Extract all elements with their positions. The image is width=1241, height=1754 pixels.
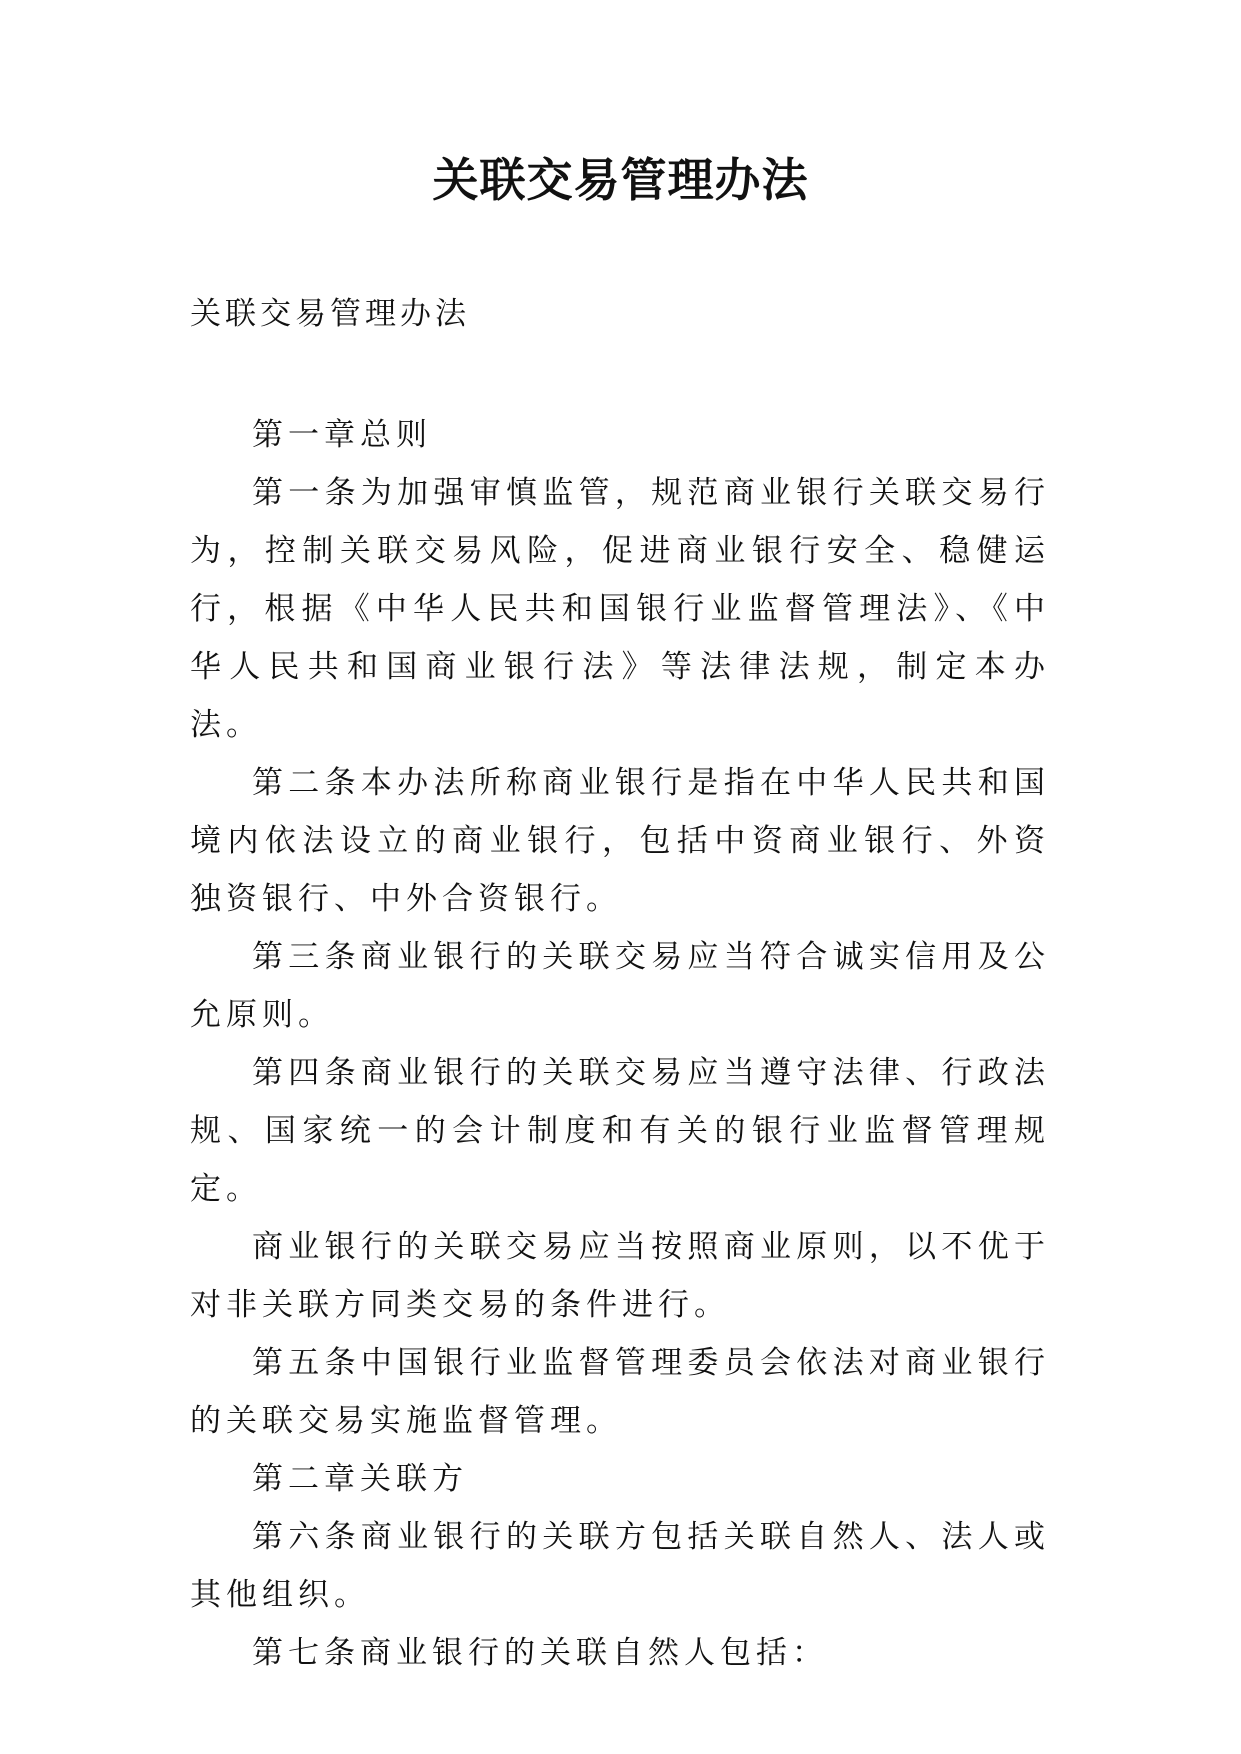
article-paragraph: 第一条为加强审慎监管，规范商业银行关联交易行为，控制关联交易风险，促进商业银行安全、稳健运行，根据《中华人民共和国银行业监督管理法》、《中华人民共和国商业银行法》等法律法规，制定本办法。 (190, 475, 1050, 743)
article-paragraph: 第七条商业银行的关联自然人包括： (252, 1635, 828, 1671)
chapter-heading: 第二章关联方 (252, 1461, 468, 1497)
article-paragraph: 第五条中国银行业监督管理委员会依法对商业银行的关联交易实施监督管理。 (190, 1345, 1050, 1439)
article-paragraph: 第四条商业银行的关联交易应当遵守法律、行政法规、国家统一的会计制度和有关的银行业监督管理规定。 (190, 1055, 1050, 1207)
article-paragraph: 第三条商业银行的关联交易应当符合诚实信用及公允原则。 (190, 939, 1050, 1033)
chapter-heading: 第一章总则 (252, 417, 432, 453)
article-paragraph: 第二条本办法所称商业银行是指在中华人民共和国境内依法设立的商业银行，包括中资商业银行、外资独资银行、中外合资银行。 (190, 765, 1050, 917)
document-body (190, 406, 1050, 1682)
article-paragraph: 第六条商业银行的关联方包括关联自然人、法人或其他组织。 (190, 1519, 1050, 1613)
article-paragraph: 商业银行的关联交易应当按照商业原则，以不优于对非关联方同类交易的条件进行。 (190, 1229, 1050, 1323)
document-title: 关联交易管理办法 (432, 153, 809, 207)
document-subtitle: 关联交易管理办法 (190, 296, 470, 332)
